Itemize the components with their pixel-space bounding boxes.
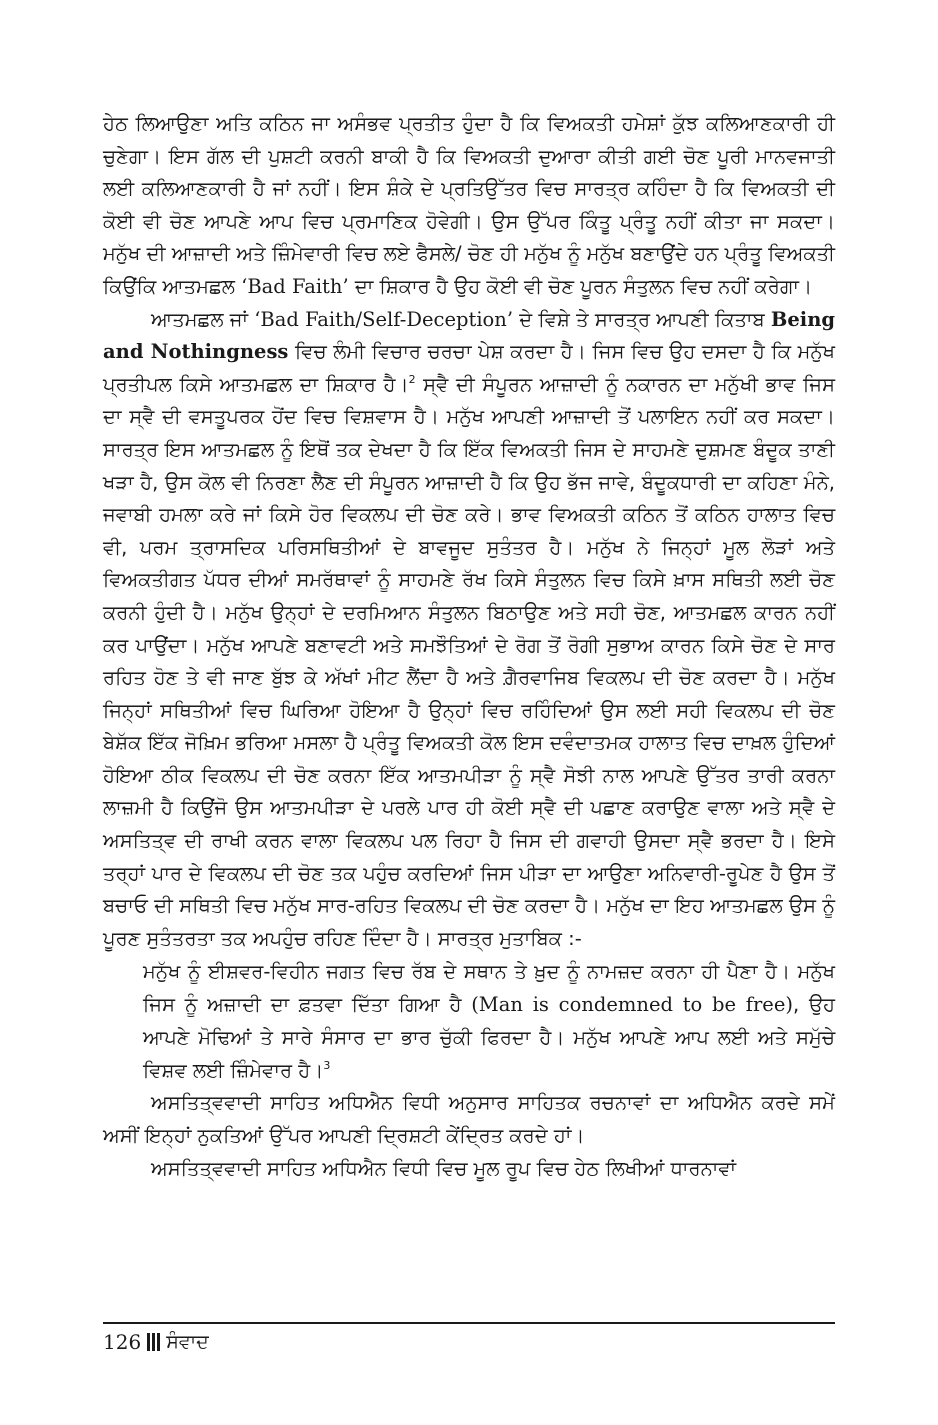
paragraph-text: ਦੇ ਵਿਸ਼ੇ ਤੇ ਸਾਰਤ੍ਰ ਆਪਣੀ ਕਿਤਾਬ [513, 307, 771, 331]
quote-text: ਮਨੁੱਖ ਨੂੰ ਈਸ਼ਵਰ-ਵਿਹੀਨ ਜਗਤ ਵਿਚ ਰੱਬ ਦੇ ਸਥਾਨ ਤੇ ਖ਼ੁਦ ਨੂੰ ਨਾਮਜ਼ਦ ਕਰਨਾ ਹੀ ਪੈਣਾ ਹੈ। ਮਨੁੱਖ ਜਿਸ ਨੂੰ ਅਜ਼ਾਦੀ ਦਾ ਫ਼ਤਵਾ ਦਿੱਤਾ ਗਿਆ ਹੈ [143, 960, 835, 1017]
block-quote [143, 955, 835, 1087]
footnote-ref-2[interactable]: 2 [408, 372, 416, 386]
section-title: ਸੰਵਾਦ [166, 1331, 209, 1353]
page-body [103, 108, 835, 1185]
paragraph-text: ਦਾ ਸ਼ਿਕਾਰ ਹੈ ਉਹ ਕੋਈ ਵੀ ਚੋਣ ਪੂਰਨ ਸੰਤੁਲਨ ਵਿਚ ਨਹੀਂ ਕਰੇਗਾ। [348, 274, 813, 298]
paragraph-2 [103, 304, 835, 956]
footer-divider [103, 1322, 835, 1324]
english-term-bad-faith-self-deception: ‘Bad Faith/Self-Deception’ [254, 307, 514, 331]
separator-bars-icon [147, 1333, 160, 1351]
quote-text: , ਉਹ ਆਪਣੇ ਮੋਢਿਆਂ ਤੇ ਸਾਰੇ ਸੰਸਾਰ ਦਾ ਭਾਰ ਚੁੱਕੀ ਫਿਰਦਾ ਹੈ। ਮਨੁੱਖ ਆਪਣੇ ਆਪ ਲਈ ਅਤੇ ਸਮੁੱਚੇ ਵਿਸ਼ਵ ਲਈ ਜ਼ਿੰਮੇਵਾਰ ਹੈ। [143, 993, 836, 1083]
book-title: Being and Nothingness [103, 307, 836, 364]
paragraph-4 [103, 1087, 835, 1152]
english-quote: (Man is condemned to be free) [471, 993, 794, 1017]
paragraph-text: ਵਿਚ ਲੰਮੀ ਵਿਚਾਰ ਚਰਚਾ ਪੇਸ਼ ਕਰਦਾ ਹੈ। ਜਿਸ ਵਿਚ ਉਹ ਦਸਦਾ ਹੈ ਕਿ ਮਨੁੱਖ ਪ੍ਰਤੀਪਲ ਕਿਸੇ ਆਤਮਛਲ ਦਾ ਸ਼ਿਕਾਰ ਹੈ। [103, 340, 835, 396]
footnote-ref-3[interactable]: 3 [323, 1059, 331, 1073]
paragraph-text: ਸ੍ਵੈ ਦੀ ਸੰਪੂਰਨ ਆਜ਼ਾਦੀ ਨੂੰ ਨਕਾਰਨ ਦਾ ਮਨੁੱਖੀ ਭਾਵ ਜਿਸ ਦਾ ਸ੍ਵੈ ਦੀ ਵਸਤੂਪਰਕ ਹੋਂਦ ਵਿਚ ਵਿਸ਼ਵਾਸ ਹੈ। ਮਨੁੱਖ ਆਪਣੀ ਆਜ਼ਾਦੀ ਤੋਂ ਪਲਾਇਨ ਨਹੀਂ ਕਰ ਸਕਦਾ। ਸਾਰਤ੍ਰ ਇਸ ਆਤਮਛਲ ਨੂੰ ਇਥੋਂ ਤਕ ਦੇਖਦਾ ਹੈ ਕਿ ਇੱਕ ਵਿਅਕਤੀ ਜਿਸ ਦੇ ਸਾਹਮਣੇ ਦੁਸ਼ਮਣ ਬੰਦੂਕ ਤਾਣੀ ਖੜਾ ਹੈ, ਉਸ ਕੋਲ ਵੀ ਨਿਰਣਾ ਲੈਣ ਦੀ ਸੰਪੂਰਨ ਆਜ਼ਾਦੀ ਹੈ ਕਿ ਉਹ ਭੱਜ ਜਾਵੇ, ਬੰਦੂਕਧਾਰੀ ਦਾ ਕਹਿਣਾ ਮੰਨੇ, ਜਵਾਬੀ ਹਮਲਾ ਕਰੇ ਜਾਂ ਕਿਸੇ ਹੋਰ ਵਿਕਲਪ ਦੀ ਚੋਣ ਕਰੇ। ਭਾਵ ਵਿਅਕਤੀ ਕਠਿਨ ਤੋਂ ਕਠਿਨ ਹਾਲਾਤ ਵਿਚ ਵੀ, ਪਰਮ ਤ੍ਰਾਸਦਿਕ ਪਰਿਸਥਿਤੀਆਂ ਦੇ ਬਾਵਜੂਦ ਸੁਤੰਤਰ ਹੈ। ਮਨੁੱਖ ਨੇ ਜਿਨ੍ਹਾਂ ਮੂਲ ਲੋੜਾਂ ਅਤੇ ਵਿਅਕਤੀਗਤ ਪੱਧਰ ਦੀਆਂ ਸਮਰੱਥਾਵਾਂ ਨੂੰ ਸਾਹਮਣੇ ਰੱਖ ਕਿਸੇ ਸੰਤੁਲਨ ਵਿਚ ਕਿਸੇ ਖ਼ਾਸ ਸਥਿਤੀ ਲਈ ਚੋਣ ਕਰਨੀ ਹੁੰਦੀ ਹੈ। ਮਨੁੱਖ ਉਨ੍ਹਾਂ ਦੇ ਦਰਮਿਆਨ ਸੰਤੁਲਨ ਬਿਠਾਉਣ ਅਤੇ ਸਹੀ ਚੋਣ, ਆਤਮਛਲ ਕਾਰਨ ਨਹੀਂ ਕਰ ਪਾਉਂਦਾ। ਮਨੁੱਖ ਆਪਣੇ ਬਣਾਵਟੀ ਅਤੇ ਸਮਝੌਤਿਆਂ ਦੇ ਰੋਗ ਤੋਂ ਰੋਗੀ ਸੁਭਾਅ ਕਾਰਨ ਕਿਸੇ ਚੋਣ ਦੇ ਸਾਰ ਰਹਿਤ ਹੋਣ ਤੇ ਵੀ ਜਾਣ ਬੁੱਝ ਕੇ ਅੱਖਾਂ ਮੀਟ ਲੈਂਦਾ ਹੈ ਅਤੇ ਗ਼ੈਰਵਾਜਿਬ ਵਿਕਲਪ ਦੀ ਚੋਣ ਕਰਦਾ ਹੈ। ਮਨੁੱਖ ਜਿਨ੍ਹਾਂ ਸਥਿਤੀਆਂ ਵਿਚ ਘਿਰਿਆ ਹੋਇਆ ਹੈ ਉਨ੍ਹਾਂ ਵਿਚ ਰਹਿੰਦਿਆਂ ਉਸ ਲਈ ਸਹੀ ਵਿਕਲਪ ਦੀ ਚੋਣ ਬੇਸ਼ੱਕ ਇੱਕ ਜੋਖ਼ਿਮ ਭਰਿਆ ਮਸਲਾ ਹੈ ਪ੍ਰੰਤੂ ਵਿਅਕਤੀ ਕੋਲ ਇਸ ਦਵੰਦਾਤਮਕ ਹਾਲਾਤ ਵਿਚ ਦਾਖ਼ਲ ਹੁੰਦਿਆਂ ਹੋਇਆ ਠੀਕ ਵਿਕਲਪ ਦੀ ਚੋਣ ਕਰਨਾ ਇੱਕ ਆਤਮਪੀੜਾ ਨੂੰ ਸ੍ਵੈ ਸੋਝੀ ਨਾਲ ਆਪਣੇ ਉੱਤਰ ਤਾਰੀ ਕਰਨਾ ਲਾਜ਼ਮੀ ਹੈ ਕਿਉਂਜੋ ਉਸ ਆਤਮਪੀੜਾ ਦੇ ਪਰਲੇ ਪਾਰ ਹੀ ਕੋਈ ਸ੍ਵੈ ਦੀ ਪਛਾਣ ਕਰਾਉਣ ਵਾਲਾ ਅਤੇ ਸ੍ਵੈ ਦੇ ਅਸਤਿਤ੍ਵ ਦੀ ਰਾਖੀ ਕਰਨ ਵਾਲਾ ਵਿਕਲਪ ਪਲ ਰਿਹਾ ਹੈ ਜਿਸ ਦੀ ਗਵਾਹੀ ਉਸਦਾ ਸ੍ਵੈ ਭਰਦਾ ਹੈ। ਇਸੇ ਤਰ੍ਹਾਂ ਪਾਰ ਦੇ ਵਿਕਲਪ ਦੀ ਚੋਣ ਤਕ ਪਹੁੰਚ ਕਰਦਿਆਂ ਜਿਸ ਪੀੜਾ ਦਾ ਆਉਣਾ ਅਨਿਵਾਰੀ-ਰੂਪੇਣ ਹੈ ਉਸ ਤੋਂ ਬਚਾਓ ਦੀ ਸਥਿਤੀ ਵਿਚ ਮਨੁੱਖ ਸਾਰ-ਰਹਿਤ ਵਿਕਲਪ ਦੀ ਚੋਣ ਕਰਦਾ ਹੈ। ਮਨੁੱਖ ਦਾ ਇਹ ਆਤਮਛਲ ਉਸ ਨੂੰ ਪੂਰਣ ਸੁਤੰਤਰਤਾ ਤਕ ਅਪਹੁੰਚ ਰਹਿਣ ਦਿੰਦਾ ਹੈ। ਸਾਰਤ੍ਰ ਮੁਤਾਬਿਕ :- [103, 372, 836, 950]
paragraph-1 [103, 108, 835, 304]
paragraph-text: ਆਤਮਛਲ ਜਾਂ [151, 307, 255, 331]
paragraph-text: ਹੇਠ ਲਿਆਉਣਾ ਅਤਿ ਕਠਿਨ ਜਾ ਅਸੰਭਵ ਪ੍ਰਤੀਤ ਹੁੰਦਾ ਹੈ ਕਿ ਵਿਅਕਤੀ ਹਮੇਸ਼ਾਂ ਕੁੱਝ ਕਲਿਆਣਕਾਰੀ ਹੀ ਚੁਣੇਗਾ। ਇਸ ਗੱਲ ਦੀ ਪੁਸ਼ਟੀ ਕਰਨੀ ਬਾਕੀ ਹੈ ਕਿ ਵਿਅਕਤੀ ਦੁਆਰਾ ਕੀਤੀ ਗਈ ਚੋਣ ਪੂਰੀ ਮਾਨਵਜਾਤੀ ਲਈ ਕਲਿਆਣਕਾਰੀ ਹੈ ਜਾਂ ਨਹੀਂ। ਇਸ ਸ਼ੰਕੇ ਦੇ ਪ੍ਰਤਿਉੱਤਰ ਵਿਚ ਸਾਰਤ੍ਰ ਕਹਿੰਦਾ ਹੈ ਕਿ ਵਿਅਕਤੀ ਦੀ ਕੋਈ ਵੀ ਚੋਣ ਆਪਣੇ ਆਪ ਵਿਚ ਪ੍ਰਮਾਣਿਕ ਹੋਵੇਗੀ। ਉਸ ਉੱਪਰ ਕਿੰਤੂ ਪ੍ਰੰਤੂ ਨਹੀਂ ਕੀਤਾ ਜਾ ਸਕਦਾ। ਮਨੁੱਖ ਦੀ ਆਜ਼ਾਦੀ ਅਤੇ ਜ਼ਿੰਮੇਵਾਰੀ ਵਿਚ ਲਏ ਫੈਸਲੇ/ ਚੋਣ ਹੀ ਮਨੁੱਖ ਨੂੰ ਮਨੁੱਖ ਬਣਾਉਂਦੇ ਹਨ ਪ੍ਰੰਤੂ ਵਿਅਕਤੀ ਕਿਉਂਕਿ ਆਤਮਛਲ [103, 112, 835, 298]
page-number: 126 [103, 1330, 142, 1354]
english-term-bad-faith: ‘Bad Faith’ [241, 274, 349, 298]
paragraph-5 [103, 1153, 835, 1186]
page-footer [103, 1327, 209, 1357]
paragraph-text: ਅਸਤਿਤ੍ਵਵਾਦੀ ਸਾਹਿਤ ਅਧਿਐਨ ਵਿਧੀ ਅਨੁਸਾਰ ਸਾਹਿਤਕ ਰਚਨਾਵਾਂ ਦਾ ਅਧਿਐਨ ਕਰਦੇ ਸਮੇਂ ਅਸੀਂ ਇਨ੍ਹਾਂ ਨੁਕਤਿਆਂ ਉੱਪਰ ਆਪਣੀ ਦ੍ਰਿਸ਼ਟੀ ਕੇਂਦ੍ਰਿਤ ਕਰਦੇ ਹਾਂ। [103, 1091, 835, 1148]
paragraph-text: ਅਸਤਿਤ੍ਵਵਾਦੀ ਸਾਹਿਤ ਅਧਿਐਨ ਵਿਧੀ ਵਿਚ ਮੂਲ ਰੂਪ ਵਿਚ ਹੇਠ ਲਿਖੀਆਂ ਧਾਰਨਾਵਾਂ [151, 1156, 737, 1180]
